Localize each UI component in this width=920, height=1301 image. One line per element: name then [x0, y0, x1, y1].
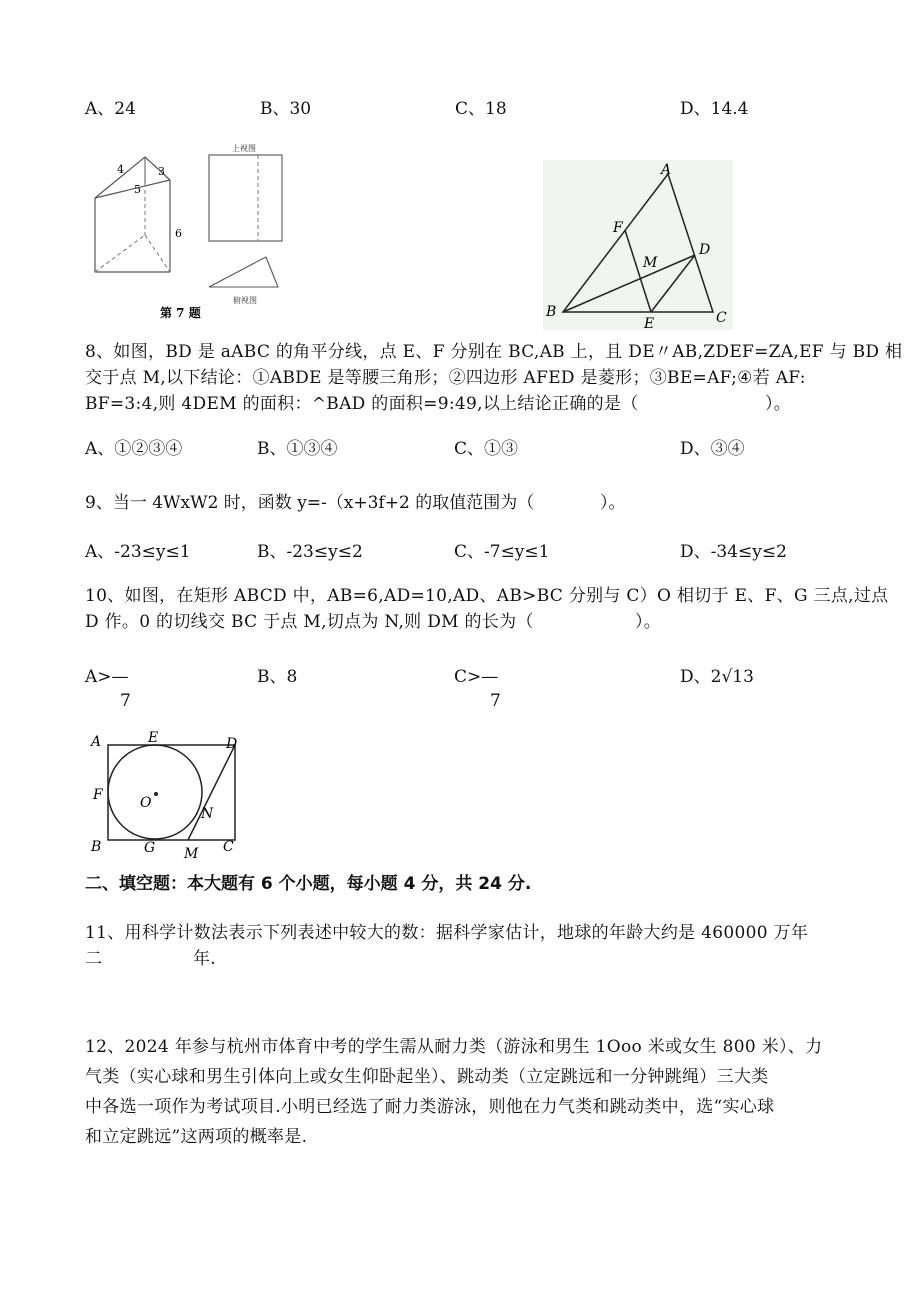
q11-line-2 [85, 946, 825, 972]
fig8-label-e: E [644, 316, 655, 332]
q12-line-3: 中各选一项作为考试项目.小明已经选了耐力类游泳，则他在力气类和跳动类中，选“实心球 [85, 1097, 775, 1117]
q8-option-d: D、③④ [680, 439, 745, 459]
fig10-label-n: N [201, 806, 214, 822]
q8-line-1: 8、如图，BD 是 aABC 的角平分线，点 E、F 分别在 BC,AB 上，且 DE〃AB,ZDEF=ZA,EF 与 BD 相 [85, 342, 903, 362]
q10-line-2 [85, 609, 825, 635]
figure-8-triangle [543, 160, 738, 335]
q11-line-1: 11、用科学计数法表示下列表述中较大的数：据科学家估计，地球的年龄大约是 460000 万年 [85, 923, 809, 943]
q11-line-2-start: 二 [85, 949, 103, 969]
fig10-label-o: O [140, 795, 152, 811]
fig8-label-f: F [613, 220, 623, 236]
fig10-label-c: C [223, 839, 234, 855]
fig10-label-g: G [144, 840, 156, 856]
q10-option-c: C>— [454, 667, 499, 687]
fig7-label-4: 4 [117, 163, 124, 176]
fig10-label-f: F [93, 787, 103, 803]
q10-option-a: A>— [85, 667, 129, 687]
question-8 [85, 339, 903, 417]
q7-option-d: D、14.4 [680, 99, 749, 119]
fig8-label-c: C [716, 310, 727, 326]
fig10-label-a: A [91, 734, 102, 750]
fig7-label-3: 3 [158, 165, 165, 178]
fig10-label-e: E [148, 730, 159, 746]
question-10 [85, 583, 889, 635]
fig8-label-a: A [661, 162, 672, 178]
q11-line-2-end: 年. [193, 949, 217, 969]
section-2-heading: 二、填空题：本大题有 6 个小题，每小题 4 分，共 24 分. [85, 874, 532, 894]
q10-line-2-text: D 作。0 的切线交 BC 于点 M,切点为 N,则 DM 的长为（ [85, 612, 534, 632]
q7-option-a: A、24 [85, 99, 136, 119]
q10-line-2-end: ）。 [635, 612, 662, 632]
fig7-label-6: 6 [175, 227, 182, 240]
q7-option-c: C、18 [455, 99, 507, 119]
q10-option-a-denominator: 7 [120, 691, 131, 711]
q8-line-3 [85, 391, 825, 417]
q9-stem-end: ）。 [600, 493, 626, 513]
fig10-label-b: B [91, 839, 102, 855]
q10-option-b: B、8 [257, 667, 298, 687]
figure-10-rectangle-circle [88, 728, 253, 863]
q10-line-1: 10、如图，在矩形 ABCD 中，AB=6,AD=10,AD、AB>BC 分别与 C）O 相切于 E、F、G 三点,过点 [85, 586, 889, 606]
fig7-side-view-caption: 俯视图 [233, 296, 257, 305]
question-12 [85, 1032, 825, 1152]
q8-line-3-end: ）。 [765, 394, 792, 414]
q9-option-a: A、-23≤y≤1 [85, 542, 191, 562]
q9-stem: 9、当一 4WxW2 时，函数 y=-（x+3f+2 的取值范围为（ [85, 493, 535, 513]
q12-line-2: 气类（实心球和男生引体向上或女生仰卧起坐）、跳动类（立定跳远和一分钟跳绳）三大类 [85, 1067, 769, 1087]
fig8-label-d: D [699, 242, 711, 258]
fig7-label-5: 5 [134, 183, 141, 196]
q8-option-b: B、①③④ [257, 439, 338, 459]
q12-line-1: 12、2024 年参与杭州市体育中考的学生需从耐力类（游泳和男生 1Ooo 米或女生 800 米）、力 [85, 1037, 823, 1057]
q9-option-d: D、-34≤y≤2 [680, 542, 787, 562]
q9-option-b: B、-23≤y≤2 [257, 542, 363, 562]
q8-line-3-text: BF=3:4,则 4DEM 的面积：^BAD 的面积=9:49,以上结论正确的是（ [85, 394, 639, 414]
figure-7-prism [85, 135, 300, 325]
fig10-label-d: D [226, 736, 238, 752]
q8-option-a: A、①②③④ [85, 439, 183, 459]
q12-line-4: 和立定跳远”这两项的概率是. [85, 1127, 308, 1147]
q7-option-b: B、30 [260, 99, 312, 119]
q10-option-c-denominator: 7 [490, 691, 501, 711]
q8-line-2: 交于点 M,以下结论：①ABDE 是等腰三角形；②四边形 AFED 是菱形；③BE=AF;④若 AF: [85, 368, 806, 388]
fig7-top-view-caption: 上视图 [232, 144, 256, 153]
question-11 [85, 920, 825, 972]
fig10-label-m: M [184, 846, 199, 862]
q10-option-d: D、2√13 [680, 667, 754, 687]
fig8-label-b: B [546, 304, 557, 320]
fig7-caption: 第 7 题 [160, 306, 201, 320]
q8-option-c: C、①③ [454, 439, 519, 459]
q9-option-c: C、-7≤y≤1 [454, 542, 550, 562]
fig8-label-m: M [643, 255, 658, 271]
